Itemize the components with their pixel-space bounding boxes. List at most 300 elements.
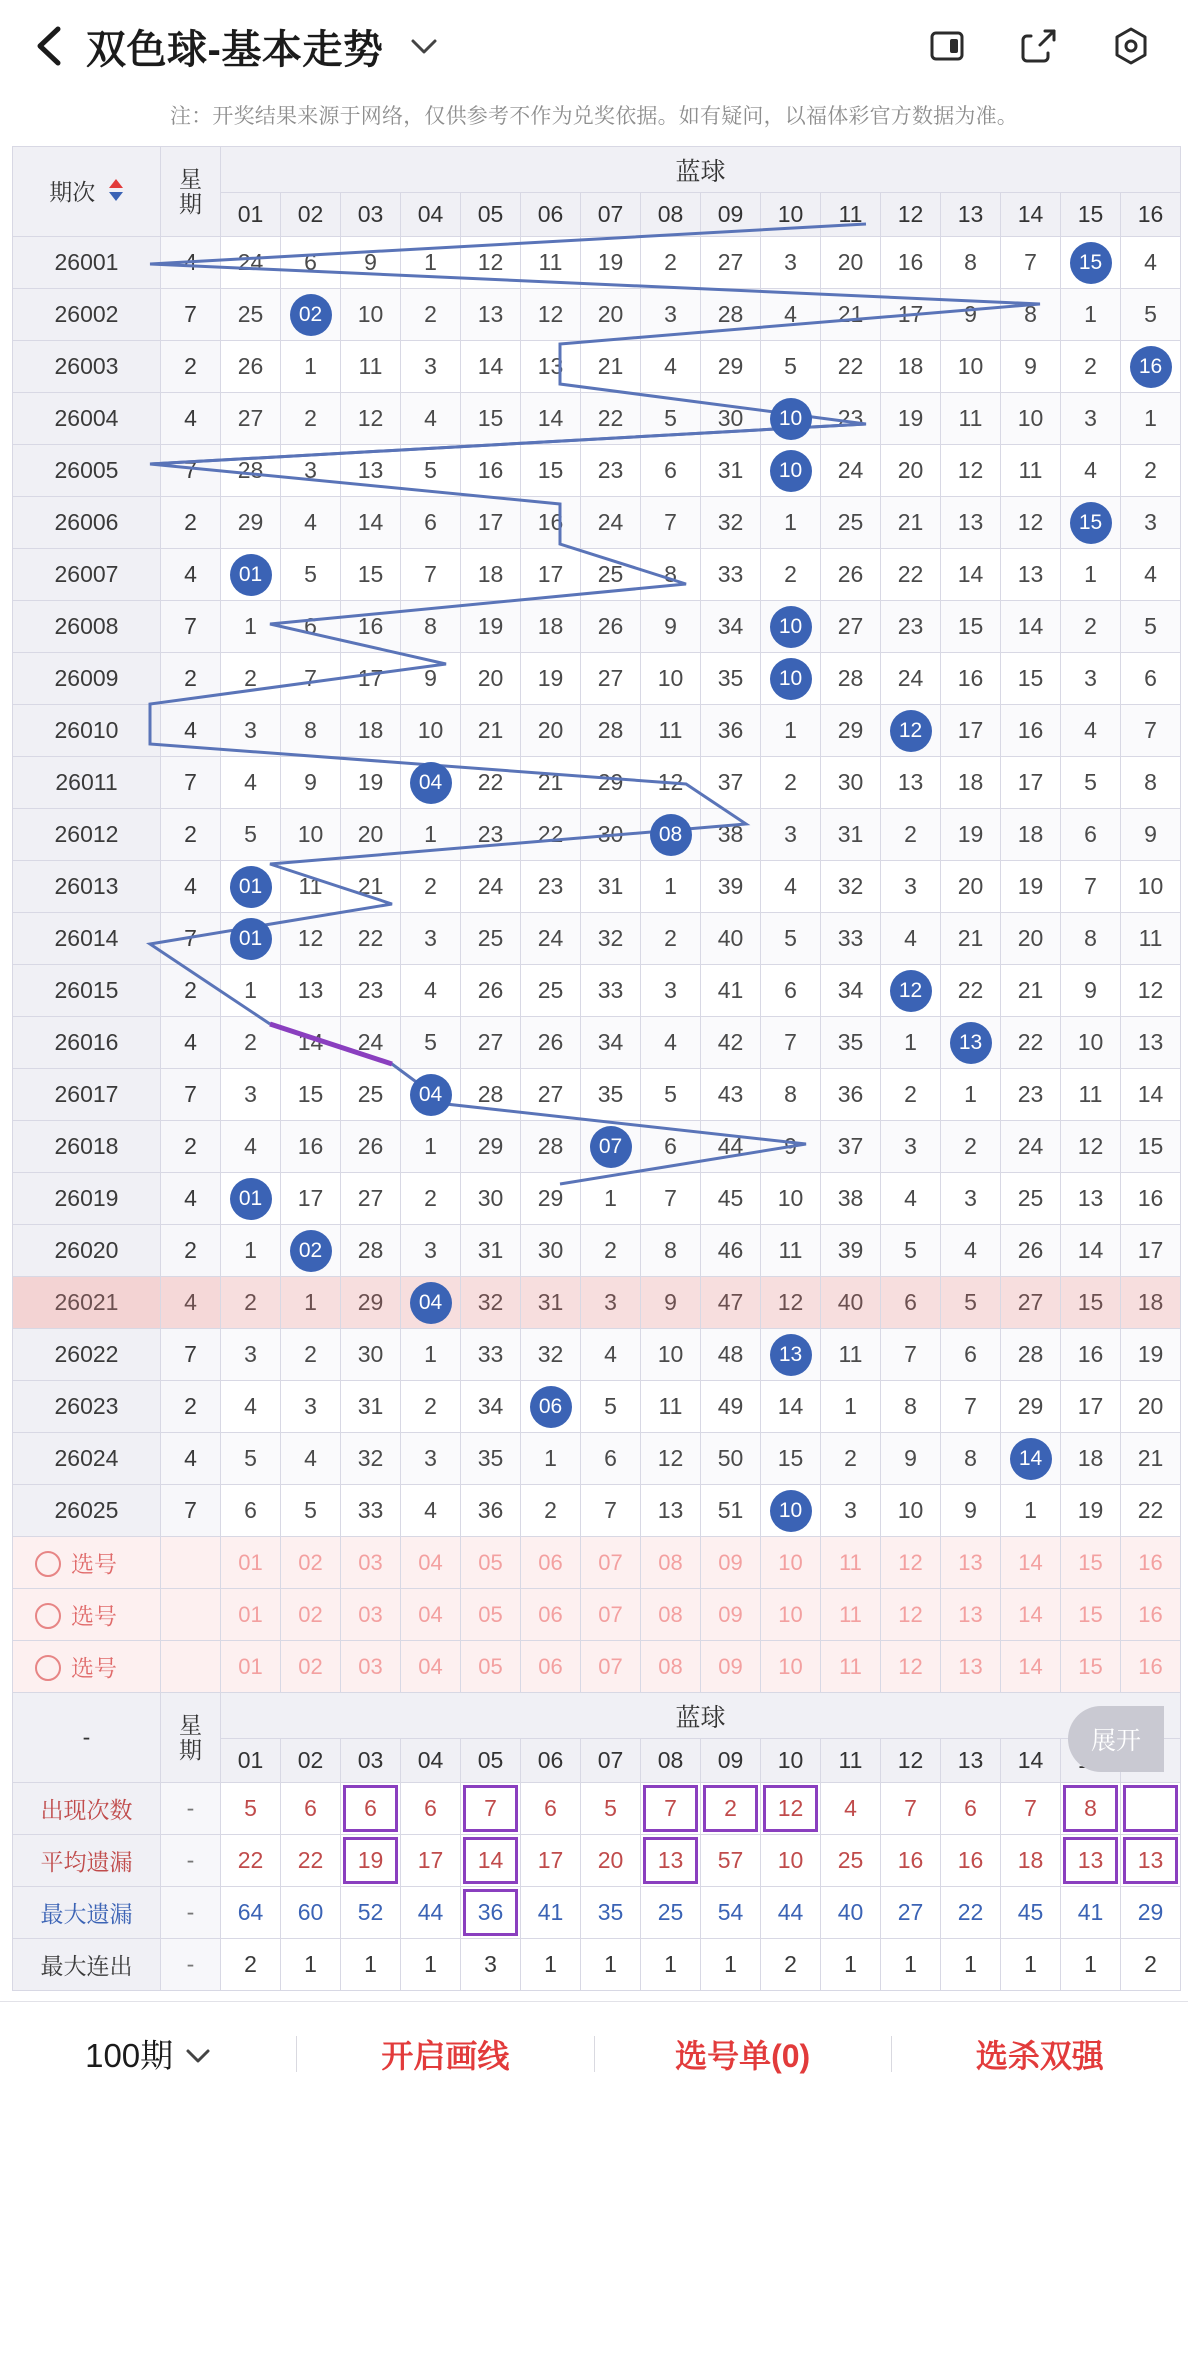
miss-count-cell[interactable]: 22 [1121, 1485, 1181, 1537]
table-row[interactable] [13, 1381, 1181, 1433]
miss-count-cell[interactable]: 10 [761, 1173, 821, 1225]
miss-count-cell[interactable]: 10 [1061, 1017, 1121, 1069]
miss-count-cell[interactable]: 1 [221, 1225, 281, 1277]
miss-count-cell[interactable]: 30 [701, 393, 761, 445]
drawn-ball-cell[interactable] [761, 653, 821, 705]
miss-count-cell[interactable]: 21 [881, 497, 941, 549]
miss-count-cell[interactable]: 4 [221, 1121, 281, 1173]
miss-count-cell[interactable]: 34 [461, 1381, 521, 1433]
pick-number-cell[interactable]: 05 [461, 1641, 521, 1693]
table-row[interactable] [13, 549, 1181, 601]
table-row[interactable] [13, 757, 1181, 809]
miss-count-cell[interactable]: 20 [341, 809, 401, 861]
miss-count-cell[interactable]: 1 [221, 965, 281, 1017]
pick-number-cell[interactable]: 11 [821, 1641, 881, 1693]
miss-count-cell[interactable]: 7 [881, 1329, 941, 1381]
miss-count-cell[interactable]: 13 [1121, 1017, 1181, 1069]
miss-count-cell[interactable]: 32 [341, 1433, 401, 1485]
miss-count-cell[interactable]: 9 [641, 1277, 701, 1329]
pick-row[interactable] [13, 1641, 1181, 1693]
miss-count-cell[interactable]: 1 [941, 1069, 1001, 1121]
miss-count-cell[interactable]: 10 [881, 1485, 941, 1537]
miss-count-cell[interactable]: 30 [581, 809, 641, 861]
miss-count-cell[interactable]: 3 [281, 445, 341, 497]
miss-count-cell[interactable]: 11 [821, 1329, 881, 1381]
miss-count-cell[interactable]: 5 [281, 1485, 341, 1537]
pick-number-cell[interactable]: 08 [641, 1641, 701, 1693]
miss-count-cell[interactable]: 3 [401, 341, 461, 393]
miss-count-cell[interactable]: 10 [641, 1329, 701, 1381]
miss-count-cell[interactable]: 3 [221, 705, 281, 757]
miss-count-cell[interactable]: 21 [461, 705, 521, 757]
miss-count-cell[interactable]: 16 [941, 653, 1001, 705]
miss-count-cell[interactable]: 17 [881, 289, 941, 341]
miss-count-cell[interactable]: 44 [701, 1121, 761, 1173]
table-row[interactable] [13, 289, 1181, 341]
miss-count-cell[interactable]: 4 [881, 1173, 941, 1225]
miss-count-cell[interactable]: 8 [1121, 757, 1181, 809]
miss-count-cell[interactable]: 22 [521, 809, 581, 861]
pick-number-cell[interactable]: 01 [221, 1537, 281, 1589]
table-row[interactable] [13, 1069, 1181, 1121]
miss-count-cell[interactable]: 18 [881, 341, 941, 393]
miss-count-cell[interactable]: 1 [281, 341, 341, 393]
miss-count-cell[interactable]: 33 [461, 1329, 521, 1381]
miss-count-cell[interactable]: 3 [641, 289, 701, 341]
miss-count-cell[interactable]: 16 [341, 601, 401, 653]
miss-count-cell[interactable]: 24 [1001, 1121, 1061, 1173]
miss-count-cell[interactable]: 6 [761, 965, 821, 1017]
miss-count-cell[interactable]: 8 [761, 1069, 821, 1121]
miss-count-cell[interactable]: 6 [281, 237, 341, 289]
miss-count-cell[interactable]: 28 [821, 653, 881, 705]
miss-count-cell[interactable]: 9 [641, 601, 701, 653]
miss-count-cell[interactable]: 29 [581, 757, 641, 809]
miss-count-cell[interactable]: 7 [1121, 705, 1181, 757]
miss-count-cell[interactable]: 6 [1121, 653, 1181, 705]
miss-count-cell[interactable]: 14 [1061, 1225, 1121, 1277]
miss-count-cell[interactable]: 1 [281, 1277, 341, 1329]
table-row[interactable] [13, 445, 1181, 497]
miss-count-cell[interactable]: 4 [641, 1017, 701, 1069]
miss-count-cell[interactable]: 11 [1061, 1069, 1121, 1121]
miss-count-cell[interactable]: 3 [1061, 653, 1121, 705]
miss-count-cell[interactable]: 1 [401, 809, 461, 861]
miss-count-cell[interactable]: 4 [1121, 549, 1181, 601]
pick-number-cell[interactable]: 02 [281, 1589, 341, 1641]
miss-count-cell[interactable]: 2 [641, 913, 701, 965]
miss-count-cell[interactable]: 2 [401, 289, 461, 341]
miss-count-cell[interactable]: 8 [1061, 913, 1121, 965]
miss-count-cell[interactable]: 2 [281, 1329, 341, 1381]
drawn-ball-cell[interactable] [221, 861, 281, 913]
pick-number-cell[interactable]: 04 [401, 1537, 461, 1589]
miss-count-cell[interactable]: 13 [341, 445, 401, 497]
miss-count-cell[interactable]: 24 [341, 1017, 401, 1069]
miss-count-cell[interactable]: 10 [281, 809, 341, 861]
miss-count-cell[interactable]: 7 [641, 1173, 701, 1225]
miss-count-cell[interactable]: 1 [821, 1381, 881, 1433]
miss-count-cell[interactable]: 1 [221, 601, 281, 653]
miss-count-cell[interactable]: 19 [1061, 1485, 1121, 1537]
miss-count-cell[interactable]: 21 [521, 757, 581, 809]
miss-count-cell[interactable]: 16 [1061, 1329, 1121, 1381]
miss-count-cell[interactable]: 19 [1001, 861, 1061, 913]
miss-count-cell[interactable]: 15 [521, 445, 581, 497]
miss-count-cell[interactable]: 4 [581, 1329, 641, 1381]
miss-count-cell[interactable]: 24 [821, 445, 881, 497]
pick-row[interactable] [13, 1589, 1181, 1641]
miss-count-cell[interactable]: 12 [761, 1277, 821, 1329]
miss-count-cell[interactable]: 2 [1061, 601, 1121, 653]
pick-number-cell[interactable]: 16 [1121, 1537, 1181, 1589]
table-row[interactable] [13, 1277, 1181, 1329]
miss-count-cell[interactable]: 39 [701, 861, 761, 913]
miss-count-cell[interactable]: 2 [221, 1017, 281, 1069]
miss-count-cell[interactable]: 26 [581, 601, 641, 653]
drawn-ball-cell[interactable] [221, 1173, 281, 1225]
table-row[interactable] [13, 913, 1181, 965]
table-row[interactable] [13, 601, 1181, 653]
miss-count-cell[interactable]: 2 [581, 1225, 641, 1277]
miss-count-cell[interactable]: 17 [341, 653, 401, 705]
miss-count-cell[interactable]: 15 [941, 601, 1001, 653]
pick-number-cell[interactable]: 14 [1001, 1589, 1061, 1641]
miss-count-cell[interactable]: 4 [281, 497, 341, 549]
pick-number-cell[interactable]: 07 [581, 1537, 641, 1589]
miss-count-cell[interactable]: 25 [521, 965, 581, 1017]
miss-count-cell[interactable]: 33 [701, 549, 761, 601]
miss-count-cell[interactable]: 6 [641, 1121, 701, 1173]
miss-count-cell[interactable]: 51 [701, 1485, 761, 1537]
miss-count-cell[interactable]: 26 [341, 1121, 401, 1173]
miss-count-cell[interactable]: 36 [461, 1485, 521, 1537]
miss-count-cell[interactable]: 5 [641, 1069, 701, 1121]
miss-count-cell[interactable]: 14 [521, 393, 581, 445]
miss-count-cell[interactable]: 22 [881, 549, 941, 601]
pick-number-cell[interactable]: 13 [941, 1537, 1001, 1589]
miss-count-cell[interactable]: 3 [401, 1225, 461, 1277]
radio-icon[interactable] [35, 1655, 61, 1681]
miss-count-cell[interactable]: 14 [1001, 601, 1061, 653]
miss-count-cell[interactable]: 16 [1001, 705, 1061, 757]
miss-count-cell[interactable]: 28 [221, 445, 281, 497]
miss-count-cell[interactable]: 3 [641, 965, 701, 1017]
pick-number-cell[interactable]: 02 [281, 1641, 341, 1693]
pick-number-cell[interactable]: 12 [881, 1641, 941, 1693]
pick-number-cell[interactable]: 03 [341, 1641, 401, 1693]
miss-count-cell[interactable]: 9 [1061, 965, 1121, 1017]
miss-count-cell[interactable]: 22 [1001, 1017, 1061, 1069]
drawn-ball-cell[interactable] [1001, 1433, 1061, 1485]
miss-count-cell[interactable]: 5 [881, 1225, 941, 1277]
table-row[interactable] [13, 237, 1181, 289]
miss-count-cell[interactable]: 1 [1121, 393, 1181, 445]
miss-count-cell[interactable]: 19 [341, 757, 401, 809]
miss-count-cell[interactable]: 2 [221, 1277, 281, 1329]
miss-count-cell[interactable]: 11 [941, 393, 1001, 445]
miss-count-cell[interactable]: 20 [821, 237, 881, 289]
miss-count-cell[interactable]: 6 [941, 1329, 1001, 1381]
table-row[interactable] [13, 809, 1181, 861]
miss-count-cell[interactable]: 3 [941, 1173, 1001, 1225]
miss-count-cell[interactable]: 1 [641, 861, 701, 913]
miss-count-cell[interactable]: 31 [461, 1225, 521, 1277]
miss-count-cell[interactable]: 22 [581, 393, 641, 445]
miss-count-cell[interactable]: 4 [401, 1485, 461, 1537]
table-row[interactable] [13, 861, 1181, 913]
miss-count-cell[interactable]: 9 [881, 1433, 941, 1485]
miss-count-cell[interactable]: 4 [761, 861, 821, 913]
drawn-ball-cell[interactable] [221, 549, 281, 601]
miss-count-cell[interactable]: 11 [341, 341, 401, 393]
miss-count-cell[interactable]: 31 [701, 445, 761, 497]
miss-count-cell[interactable]: 8 [401, 601, 461, 653]
miss-count-cell[interactable]: 12 [941, 445, 1001, 497]
miss-count-cell[interactable]: 23 [821, 393, 881, 445]
miss-count-cell[interactable]: 19 [881, 393, 941, 445]
miss-count-cell[interactable]: 13 [281, 965, 341, 1017]
miss-count-cell[interactable]: 1 [881, 1017, 941, 1069]
miss-count-cell[interactable]: 15 [1121, 1121, 1181, 1173]
drawn-ball-cell[interactable] [401, 1277, 461, 1329]
miss-count-cell[interactable]: 13 [1001, 549, 1061, 601]
miss-count-cell[interactable]: 47 [701, 1277, 761, 1329]
miss-count-cell[interactable]: 26 [221, 341, 281, 393]
drawn-ball-cell[interactable] [1061, 237, 1121, 289]
miss-count-cell[interactable]: 12 [1121, 965, 1181, 1017]
miss-count-cell[interactable]: 46 [701, 1225, 761, 1277]
miss-count-cell[interactable]: 3 [761, 809, 821, 861]
pick-number-cell[interactable]: 10 [761, 1641, 821, 1693]
table-row[interactable] [13, 341, 1181, 393]
miss-count-cell[interactable]: 29 [821, 705, 881, 757]
miss-count-cell[interactable]: 12 [521, 289, 581, 341]
miss-count-cell[interactable]: 2 [1121, 445, 1181, 497]
pick-number-cell[interactable]: 10 [761, 1537, 821, 1589]
miss-count-cell[interactable]: 22 [821, 341, 881, 393]
pick-number-cell[interactable]: 13 [941, 1589, 1001, 1641]
pick-sheet-button[interactable]: 选号单(0) [675, 2037, 811, 2074]
pick-number-cell[interactable]: 07 [581, 1589, 641, 1641]
miss-count-cell[interactable]: 30 [461, 1173, 521, 1225]
table-row[interactable] [13, 1121, 1181, 1173]
miss-count-cell[interactable]: 1 [401, 237, 461, 289]
miss-count-cell[interactable]: 45 [701, 1173, 761, 1225]
miss-count-cell[interactable]: 12 [341, 393, 401, 445]
miss-count-cell[interactable]: 30 [341, 1329, 401, 1381]
miss-count-cell[interactable]: 13 [521, 341, 581, 393]
miss-count-cell[interactable]: 32 [701, 497, 761, 549]
pick-number-cell[interactable]: 02 [281, 1537, 341, 1589]
miss-count-cell[interactable]: 10 [1121, 861, 1181, 913]
miss-count-cell[interactable]: 29 [701, 341, 761, 393]
miss-count-cell[interactable]: 27 [821, 601, 881, 653]
miss-count-cell[interactable]: 2 [761, 549, 821, 601]
miss-count-cell[interactable]: 4 [1121, 237, 1181, 289]
miss-count-cell[interactable]: 28 [701, 289, 761, 341]
pick-number-cell[interactable]: 14 [1001, 1537, 1061, 1589]
miss-count-cell[interactable]: 15 [281, 1069, 341, 1121]
miss-count-cell[interactable]: 18 [941, 757, 1001, 809]
pick-number-cell[interactable]: 12 [881, 1589, 941, 1641]
miss-count-cell[interactable]: 19 [461, 601, 521, 653]
miss-count-cell[interactable]: 29 [521, 1173, 581, 1225]
pick-number-cell[interactable]: 05 [461, 1537, 521, 1589]
miss-count-cell[interactable]: 3 [221, 1069, 281, 1121]
issue-header[interactable] [13, 147, 161, 237]
miss-count-cell[interactable]: 8 [941, 1433, 1001, 1485]
miss-count-cell[interactable]: 20 [1001, 913, 1061, 965]
miss-count-cell[interactable]: 9 [401, 653, 461, 705]
miss-count-cell[interactable]: 20 [1121, 1381, 1181, 1433]
miss-count-cell[interactable]: 4 [281, 1433, 341, 1485]
miss-count-cell[interactable]: 1 [401, 1121, 461, 1173]
miss-count-cell[interactable]: 2 [521, 1485, 581, 1537]
miss-count-cell[interactable]: 4 [401, 393, 461, 445]
pick-number-cell[interactable]: 06 [521, 1641, 581, 1693]
table-row[interactable] [13, 1173, 1181, 1225]
pick-number-cell[interactable]: 12 [881, 1537, 941, 1589]
miss-count-cell[interactable]: 3 [881, 1121, 941, 1173]
miss-count-cell[interactable]: 2 [881, 809, 941, 861]
miss-count-cell[interactable]: 4 [221, 1381, 281, 1433]
miss-count-cell[interactable]: 15 [1061, 1277, 1121, 1329]
pick-number-cell[interactable]: 07 [581, 1641, 641, 1693]
kill-strong-button[interactable]: 选杀双强 [975, 2037, 1104, 2074]
pick-row-label[interactable] [13, 1641, 161, 1693]
pick-number-cell[interactable]: 01 [221, 1641, 281, 1693]
miss-count-cell[interactable]: 28 [461, 1069, 521, 1121]
miss-count-cell[interactable]: 35 [461, 1433, 521, 1485]
miss-count-cell[interactable]: 28 [1001, 1329, 1061, 1381]
miss-count-cell[interactable]: 7 [581, 1485, 641, 1537]
miss-count-cell[interactable]: 7 [941, 1381, 1001, 1433]
miss-count-cell[interactable]: 10 [401, 705, 461, 757]
drawn-ball-cell[interactable] [881, 705, 941, 757]
pick-number-cell[interactable]: 15 [1061, 1589, 1121, 1641]
pick-number-cell[interactable]: 16 [1121, 1589, 1181, 1641]
drawn-ball-cell[interactable] [641, 809, 701, 861]
miss-count-cell[interactable]: 2 [941, 1121, 1001, 1173]
miss-count-cell[interactable]: 18 [341, 705, 401, 757]
miss-count-cell[interactable]: 10 [641, 653, 701, 705]
table-row[interactable] [13, 965, 1181, 1017]
miss-count-cell[interactable]: 8 [881, 1381, 941, 1433]
miss-count-cell[interactable]: 6 [221, 1485, 281, 1537]
pick-number-cell[interactable]: 11 [821, 1589, 881, 1641]
table-row[interactable] [13, 1329, 1181, 1381]
miss-count-cell[interactable]: 3 [881, 861, 941, 913]
miss-count-cell[interactable]: 20 [581, 289, 641, 341]
miss-count-cell[interactable]: 11 [1001, 445, 1061, 497]
miss-count-cell[interactable]: 22 [941, 965, 1001, 1017]
miss-count-cell[interactable]: 42 [701, 1017, 761, 1069]
miss-count-cell[interactable]: 4 [1061, 705, 1121, 757]
miss-count-cell[interactable]: 11 [1121, 913, 1181, 965]
miss-count-cell[interactable]: 23 [461, 809, 521, 861]
radio-icon[interactable] [35, 1603, 61, 1629]
miss-count-cell[interactable]: 23 [581, 445, 641, 497]
miss-count-cell[interactable]: 29 [221, 497, 281, 549]
miss-count-cell[interactable]: 21 [581, 341, 641, 393]
miss-count-cell[interactable]: 2 [221, 653, 281, 705]
miss-count-cell[interactable]: 20 [941, 861, 1001, 913]
table-row[interactable] [13, 497, 1181, 549]
miss-count-cell[interactable]: 23 [1001, 1069, 1061, 1121]
miss-count-cell[interactable]: 18 [1061, 1433, 1121, 1485]
miss-count-cell[interactable]: 24 [581, 497, 641, 549]
miss-count-cell[interactable]: 34 [821, 965, 881, 1017]
miss-count-cell[interactable]: 18 [521, 601, 581, 653]
miss-count-cell[interactable]: 5 [1061, 757, 1121, 809]
chevron-left-icon[interactable] [26, 23, 72, 69]
pick-number-cell[interactable]: 09 [701, 1641, 761, 1693]
miss-count-cell[interactable]: 27 [461, 1017, 521, 1069]
miss-count-cell[interactable]: 9 [1121, 809, 1181, 861]
miss-count-cell[interactable]: 17 [1121, 1225, 1181, 1277]
pick-number-cell[interactable]: 09 [701, 1537, 761, 1589]
miss-count-cell[interactable]: 34 [701, 601, 761, 653]
miss-count-cell[interactable]: 25 [221, 289, 281, 341]
miss-count-cell[interactable]: 31 [821, 809, 881, 861]
miss-count-cell[interactable]: 2 [281, 393, 341, 445]
miss-count-cell[interactable]: 3 [1121, 497, 1181, 549]
miss-count-cell[interactable]: 11 [761, 1225, 821, 1277]
miss-count-cell[interactable]: 40 [701, 913, 761, 965]
miss-count-cell[interactable]: 4 [401, 965, 461, 1017]
miss-count-cell[interactable]: 5 [761, 913, 821, 965]
miss-count-cell[interactable]: 24 [521, 913, 581, 965]
miss-count-cell[interactable]: 17 [1001, 757, 1061, 809]
miss-count-cell[interactable]: 32 [521, 1329, 581, 1381]
table-row[interactable] [13, 1433, 1181, 1485]
miss-count-cell[interactable]: 34 [581, 1017, 641, 1069]
miss-count-cell[interactable]: 23 [881, 601, 941, 653]
chevron-down-icon[interactable] [409, 36, 439, 56]
miss-count-cell[interactable]: 5 [641, 393, 701, 445]
miss-count-cell[interactable]: 35 [581, 1069, 641, 1121]
miss-count-cell[interactable]: 14 [1121, 1069, 1181, 1121]
miss-count-cell[interactable]: 8 [281, 705, 341, 757]
miss-count-cell[interactable]: 4 [761, 289, 821, 341]
miss-count-cell[interactable]: 17 [1061, 1381, 1121, 1433]
miss-count-cell[interactable]: 7 [1061, 861, 1121, 913]
miss-count-cell[interactable]: 8 [641, 1225, 701, 1277]
miss-count-cell[interactable]: 33 [821, 913, 881, 965]
miss-count-cell[interactable]: 12 [1001, 497, 1061, 549]
miss-count-cell[interactable]: 33 [581, 965, 641, 1017]
miss-count-cell[interactable]: 15 [461, 393, 521, 445]
miss-count-cell[interactable]: 17 [521, 549, 581, 601]
miss-count-cell[interactable]: 25 [1001, 1173, 1061, 1225]
pick-row-label[interactable] [13, 1537, 161, 1589]
miss-count-cell[interactable]: 18 [461, 549, 521, 601]
miss-count-cell[interactable]: 6 [401, 497, 461, 549]
miss-count-cell[interactable]: 2 [641, 237, 701, 289]
miss-count-cell[interactable]: 5 [221, 809, 281, 861]
pick-row[interactable] [13, 1537, 1181, 1589]
drawn-ball-cell[interactable] [281, 289, 341, 341]
miss-count-cell[interactable]: 19 [581, 237, 641, 289]
miss-count-cell[interactable]: 5 [1121, 601, 1181, 653]
pick-number-cell[interactable]: 14 [1001, 1641, 1061, 1693]
table-row[interactable] [13, 653, 1181, 705]
miss-count-cell[interactable]: 5 [761, 341, 821, 393]
pick-number-cell[interactable]: 11 [821, 1537, 881, 1589]
miss-count-cell[interactable]: 25 [341, 1069, 401, 1121]
miss-count-cell[interactable]: 6 [581, 1433, 641, 1485]
